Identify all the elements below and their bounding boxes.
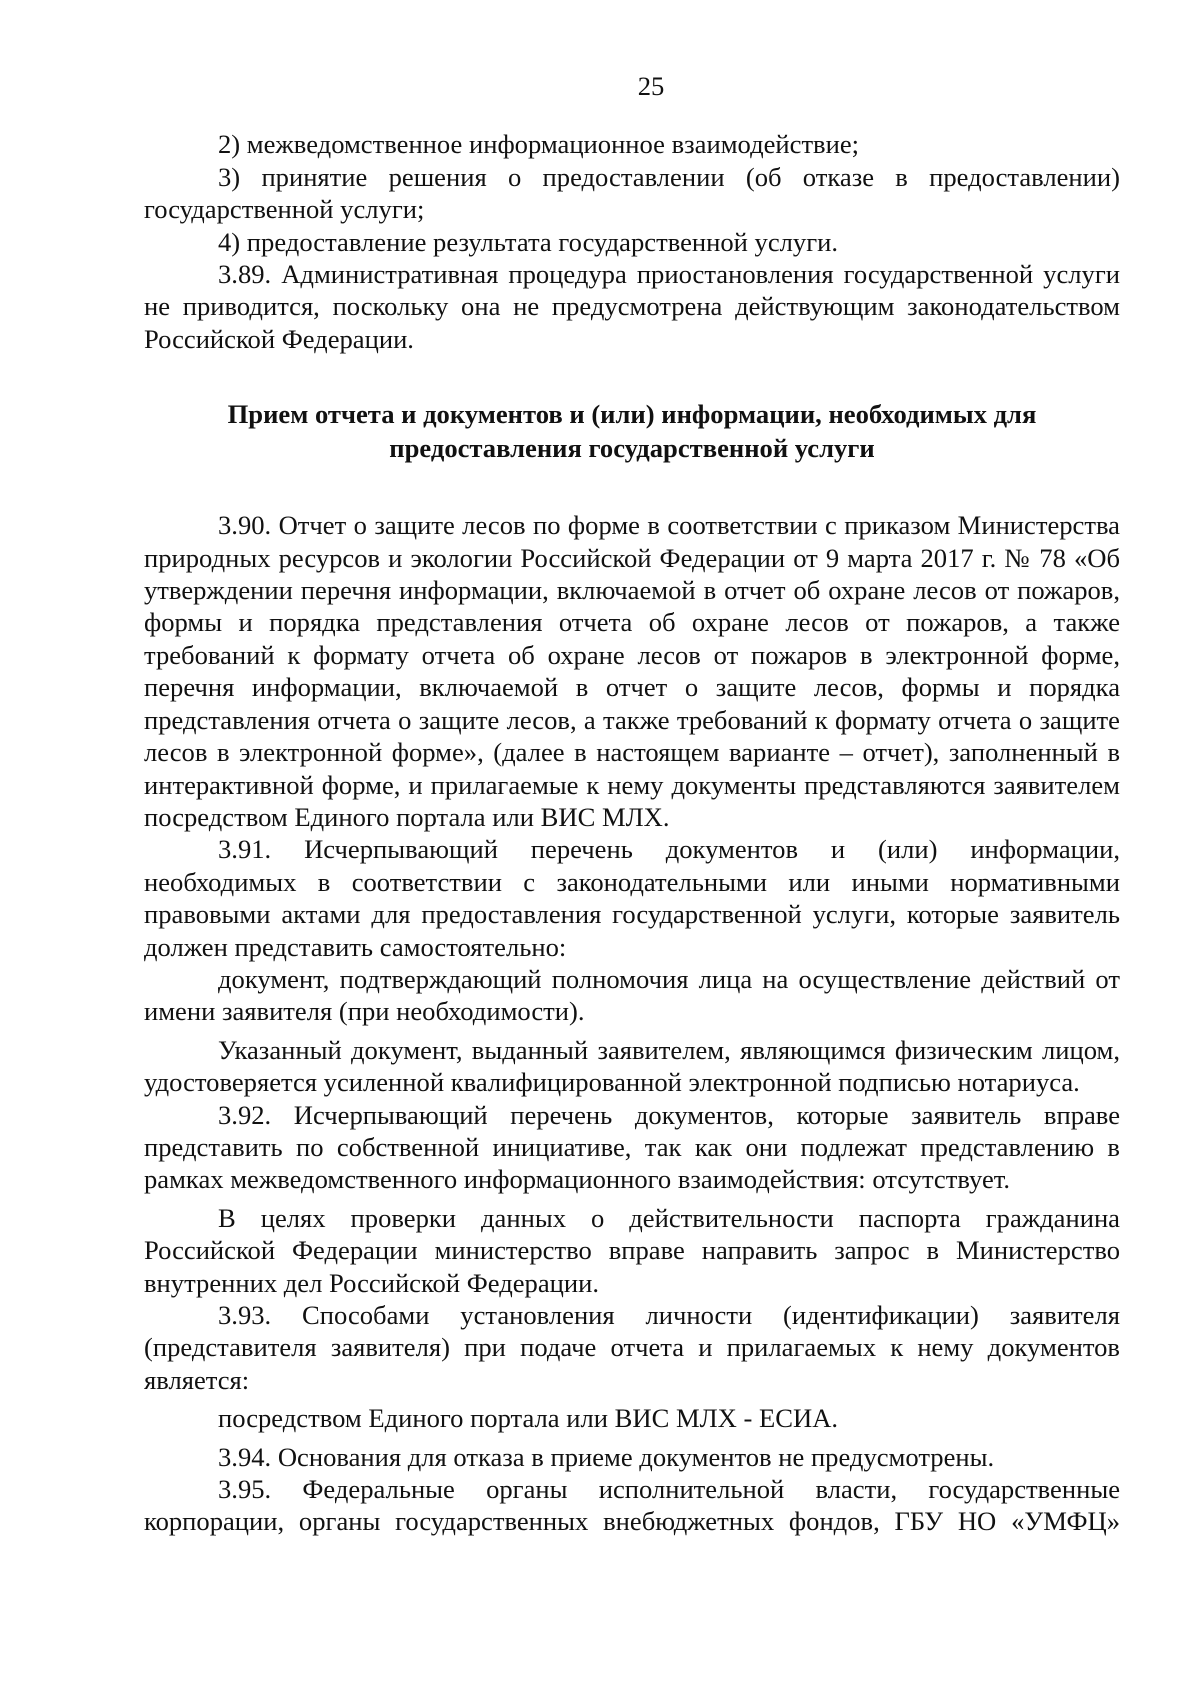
paragraph-3-89: 3.89. Административная процедура приостановления государственной услуги не приводится, поскольку она не предусмотрена действующим законодательством Российской Федерации. [144, 259, 1120, 354]
page-number: 25 [637, 71, 665, 101]
document-page [144, 70, 1120, 1538]
paragraph-item-2: 2) межведомственное информационное взаимодействие; [218, 129, 860, 160]
paragraph-3-91: 3.91. Исчерпывающий перечень документов и (или) информации, необходимых в соответствии с законодательными или иными нормативными правовыми актами для предоставления государственной услуги, которые заявитель должен представить самостоятельно: [144, 834, 1120, 962]
paragraph-3-95: 3.95. Федеральные органы исполнительной власти, государственные корпорации, органы государственных внебюджетных фондов, ГБУ НО «УМФЦ» [144, 1474, 1120, 1537]
paragraph-3-93: 3.93. Способами установления личности (идентификации) заявителя (представителя заявителя) при подаче отчета и прилагаемых к нему документов является: [144, 1300, 1120, 1395]
paragraph-3-94: 3.94. Основания для отказа в приеме документов не предусмотрены. [218, 1441, 995, 1472]
paragraph-esia: посредством Единого портала или ВИС МЛХ - ЕСИА. [218, 1403, 839, 1434]
paragraph-3-90: 3.90. Отчет о защите лесов по форме в соответствии с приказом Министерства природных ресурсов и экологии Российской Федерации от 9 марта 2017 г. № 78 «Об утверждении перечня информации, включаемой в отчет об охране лесов от пожаров, формы и порядка представления отчета об охране лесов от пожаров, а также требований к формату отчета об охране лесов от пожаров в электронной форме, перечня информации, включаемой в отчет о защите лесов, формы и порядка представления отчета о защите лесов, а также требований к формату отчета о защите лесов в электронной форме», (далее в настоящем варианте – отчет), заполненный в интерактивной форме, и прилагаемые к нему документы представляются заявителем посредством Единого портала или ВИС МЛХ. [144, 510, 1120, 832]
paragraph-item-3: 3) принятие решения о предоставлении (об отказе в предоставлении) государственной услуги; [144, 161, 1120, 225]
paragraph-item-4: 4) предоставление результата государственной услуги. [218, 226, 839, 257]
section-heading-line-1: Прием отчета и документов и (или) информации, необходимых для [227, 399, 1037, 430]
section-heading [144, 397, 1120, 465]
paragraph-notary: Указанный документ, выданный заявителем, являющимся физическим лицом, удостоверяется усиленной квалифицированной электронной подписью нотариуса. [144, 1034, 1120, 1098]
paragraph-passport-check: В целях проверки данных о действительности паспорта гражданина Российской Федерации министерство вправе направить запрос в Министерство внутренних дел Российской Федерации. [144, 1202, 1120, 1298]
paragraph-3-92: 3.92. Исчерпывающий перечень документов, которые заявитель вправе представить по собственной инициативе, так как они подлежат представлению в рамках межведомственного информационного взаимодействия: отсутствует. [144, 1099, 1120, 1195]
paragraph-authority-document: документ, подтверждающий полномочия лица на осуществление действий от имени заявителя (при необходимости). [144, 963, 1120, 1027]
section-heading-line-2: предоставления государственной услуги [389, 433, 875, 464]
